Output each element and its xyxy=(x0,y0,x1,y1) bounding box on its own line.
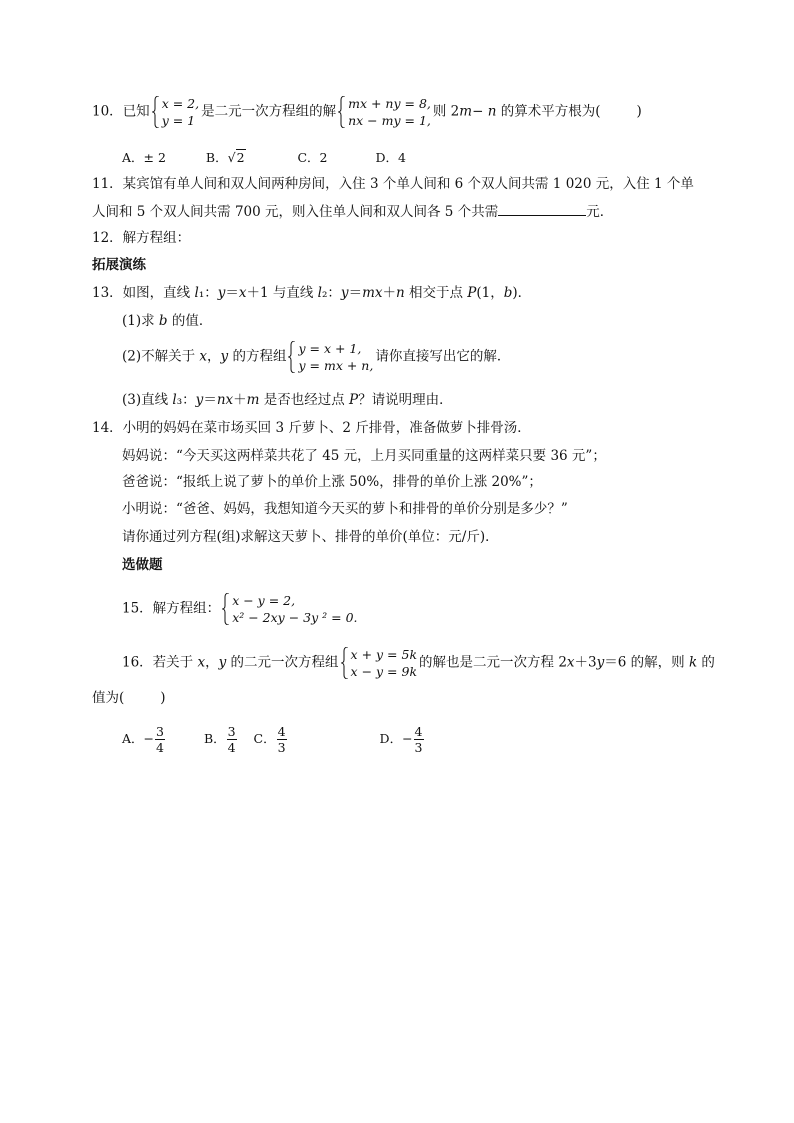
question-10-options xyxy=(122,148,406,168)
question-16-options xyxy=(122,724,425,755)
question-13: 13．如图，直线 l₁：y＝x＋1 与直线 l₂：y＝mx＋n 相交于点 P(1，b)． xyxy=(92,285,532,301)
question-10: 10．已知 x = 2, y = 1 是二元一次方程组的解 mx + ny = 8, nx − my = 1, 则 2m− n 的算术平方根为( ) xyxy=(92,96,642,128)
question-14-line-4: 小明说：“爸爸、妈妈，我想知道今天买的萝卜和排骨的单价分别是多少？” xyxy=(122,501,568,517)
equation-system: y = x + 1, y = mx + n, xyxy=(288,340,373,374)
equation-system: x = 2, y = 1 xyxy=(152,95,199,129)
question-16-line-2: 值为( ) xyxy=(92,690,166,706)
section-heading: 选做题 xyxy=(122,557,163,573)
option-d: D．− $\frac{4}{3}$ xyxy=(379,724,423,755)
question-13-part-3: (3)直线 l₃：y＝nx＋m 是否也经过点 P？请说明理由． xyxy=(122,392,453,408)
question-16: 16．若关于 x，y 的二元一次方程组 x + y = 5k x − y = 9k 的解也是二元一次方程 2x＋3y＝6 的解，则 k 的 xyxy=(122,647,715,679)
question-number: 10． xyxy=(92,103,123,120)
question-14-line-2: 妈妈说：“今天买这两样菜共花了 45 元，上月买同重量的这两样菜只要 36 元”； xyxy=(122,448,606,464)
question-13-part-2: (2)不解关于 x，y 的方程组 y = x + 1, y = mx + n, 请你直接写出它的解． xyxy=(122,341,511,373)
option-a: A．± 2 xyxy=(122,150,166,165)
question-11-line-1: 11．某宾馆有单人间和双人间两种房间，入住 3 个单人间和 6 个双人间共需 1 020 元，入住 1 个单 xyxy=(92,176,694,192)
option-b: B． $\frac{3}{4}$ xyxy=(203,724,236,755)
question-14-line-3: 爸爸说：“报纸上说了萝卜的单价上涨 50%，排骨的单价上涨 20%”； xyxy=(122,474,542,490)
equation-system: mx + ny = 8, nx − my = 1, xyxy=(338,95,431,129)
question-12: 12．解方程组： xyxy=(92,230,191,246)
option-c: C．2 xyxy=(297,150,328,165)
equation-system: x − y = 2, x² − 2xy − 3y ² = 0. xyxy=(222,592,357,626)
question-11-line-2: 人间和 5 个双人间共需 700 元，则入住单人间和双人间各 5 个共需 元． xyxy=(92,201,613,222)
option-b: B． xyxy=(205,150,228,165)
option-c: C． $\frac{4}{3}$ xyxy=(253,724,286,755)
answer-blank xyxy=(498,201,586,216)
equation-system: x + y = 5k x − y = 9k xyxy=(341,646,417,680)
question-14-line-1: 14．小明的妈妈在菜市场买回 3 斤萝卜、2 斤排骨，准备做萝卜排骨汤． xyxy=(92,420,531,436)
question-14-line-5: 请你通过列方程(组)求解这天萝卜、排骨的单价(单位：元/斤)． xyxy=(122,529,499,545)
sqrt-symbol: √2 xyxy=(227,150,245,165)
question-13-part-1: (1)求 b 的值． xyxy=(122,313,213,329)
question-text: 已知 xyxy=(122,103,150,120)
option-a: A．− $\frac{3}{4}$ xyxy=(122,724,164,755)
question-15: 15．解方程组： x − y = 2, x² − 2xy − 3y ² = 0. xyxy=(122,593,358,625)
section-heading: 拓展演练 xyxy=(92,257,146,273)
option-d: D．4 xyxy=(375,150,406,165)
